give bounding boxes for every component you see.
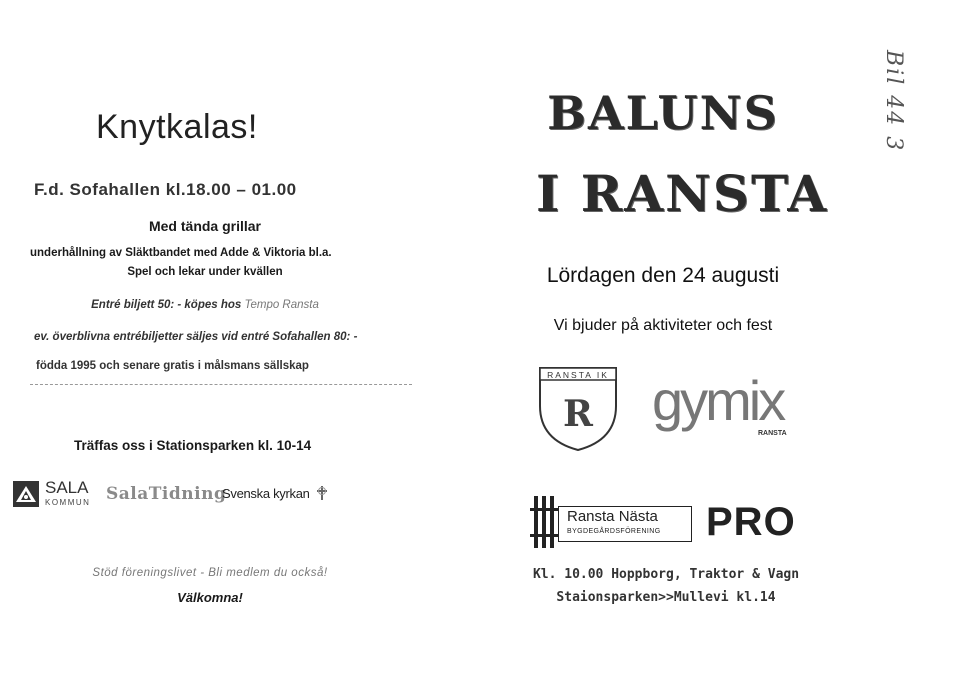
entry-place: Tempo Ransta bbox=[244, 299, 319, 311]
gymix-text: gymix bbox=[652, 369, 784, 432]
margin-note-text: Bil 44 3 bbox=[881, 50, 906, 153]
grill-line: Med tända grillar bbox=[148, 218, 262, 234]
entertainment-line: underhållning av Släktbandet med Adde & Viktoria bl.a. bbox=[30, 247, 332, 259]
ransta-ik-logo bbox=[536, 362, 620, 454]
gymix-sub: RANSTA bbox=[758, 430, 787, 437]
remaining-tickets-line: ev. överblivna entrébiljetter säljes vid entré Sofahallen 80: - bbox=[34, 331, 358, 343]
margin-note bbox=[881, 0, 960, 153]
support-line: Stöd föreningslivet - Bli medlem du också! bbox=[92, 567, 328, 579]
welcome-line: Välkomna! bbox=[177, 590, 243, 605]
section-divider bbox=[30, 384, 412, 385]
schedule-line-1: Kl. 10.00 Hoppborg, Traktor & Vagn bbox=[532, 567, 800, 582]
right-title-line2: I RANSTA bbox=[536, 164, 829, 223]
sala-name: SALA bbox=[45, 478, 89, 497]
invite-line: Vi bjuder på aktiviteter och fest bbox=[553, 317, 773, 334]
ransta-nasta-name: Ransta Nästa bbox=[567, 508, 658, 525]
cross-icon bbox=[316, 486, 328, 500]
meet-line: Träffas oss i Stationsparken kl. 10-14 bbox=[74, 438, 312, 453]
entry-prefix: Entré biljett 50: - köpes hos bbox=[91, 299, 242, 311]
svenska-kyrkan-logo: Svenska kyrkan bbox=[222, 486, 310, 501]
ransta-nasta-logo bbox=[530, 494, 696, 550]
entry-ticket-line bbox=[0, 299, 410, 311]
schedule-line-2: Staionsparken>>Mullevi kl.14 bbox=[556, 590, 776, 605]
event-title: Knytkalas! bbox=[96, 108, 258, 146]
sala-crest-icon bbox=[12, 480, 40, 508]
right-title-line1: BALUNS bbox=[547, 86, 779, 140]
games-line: Spel och lekar under kvällen bbox=[127, 266, 283, 278]
ransta-nasta-box bbox=[558, 506, 692, 542]
ransta-ik-letter: R bbox=[563, 393, 593, 435]
ransta-nasta-sub: BYGDEGÅRDSFÖRENING bbox=[567, 528, 661, 535]
sala-sub: KOMMUN bbox=[45, 498, 91, 507]
venue-time: F.d. Sofahallen kl.18.00 – 01.00 bbox=[34, 180, 297, 199]
event-date: Lördagen den 24 augusti bbox=[546, 264, 780, 287]
born-free-line: födda 1995 och senare gratis i målsmans sällskap bbox=[36, 360, 309, 372]
salatidning-logo: SalaTidning bbox=[106, 484, 227, 504]
pro-logo: PRO bbox=[706, 500, 796, 544]
ransta-ik-ring-text: RANSTA IK bbox=[547, 370, 609, 380]
